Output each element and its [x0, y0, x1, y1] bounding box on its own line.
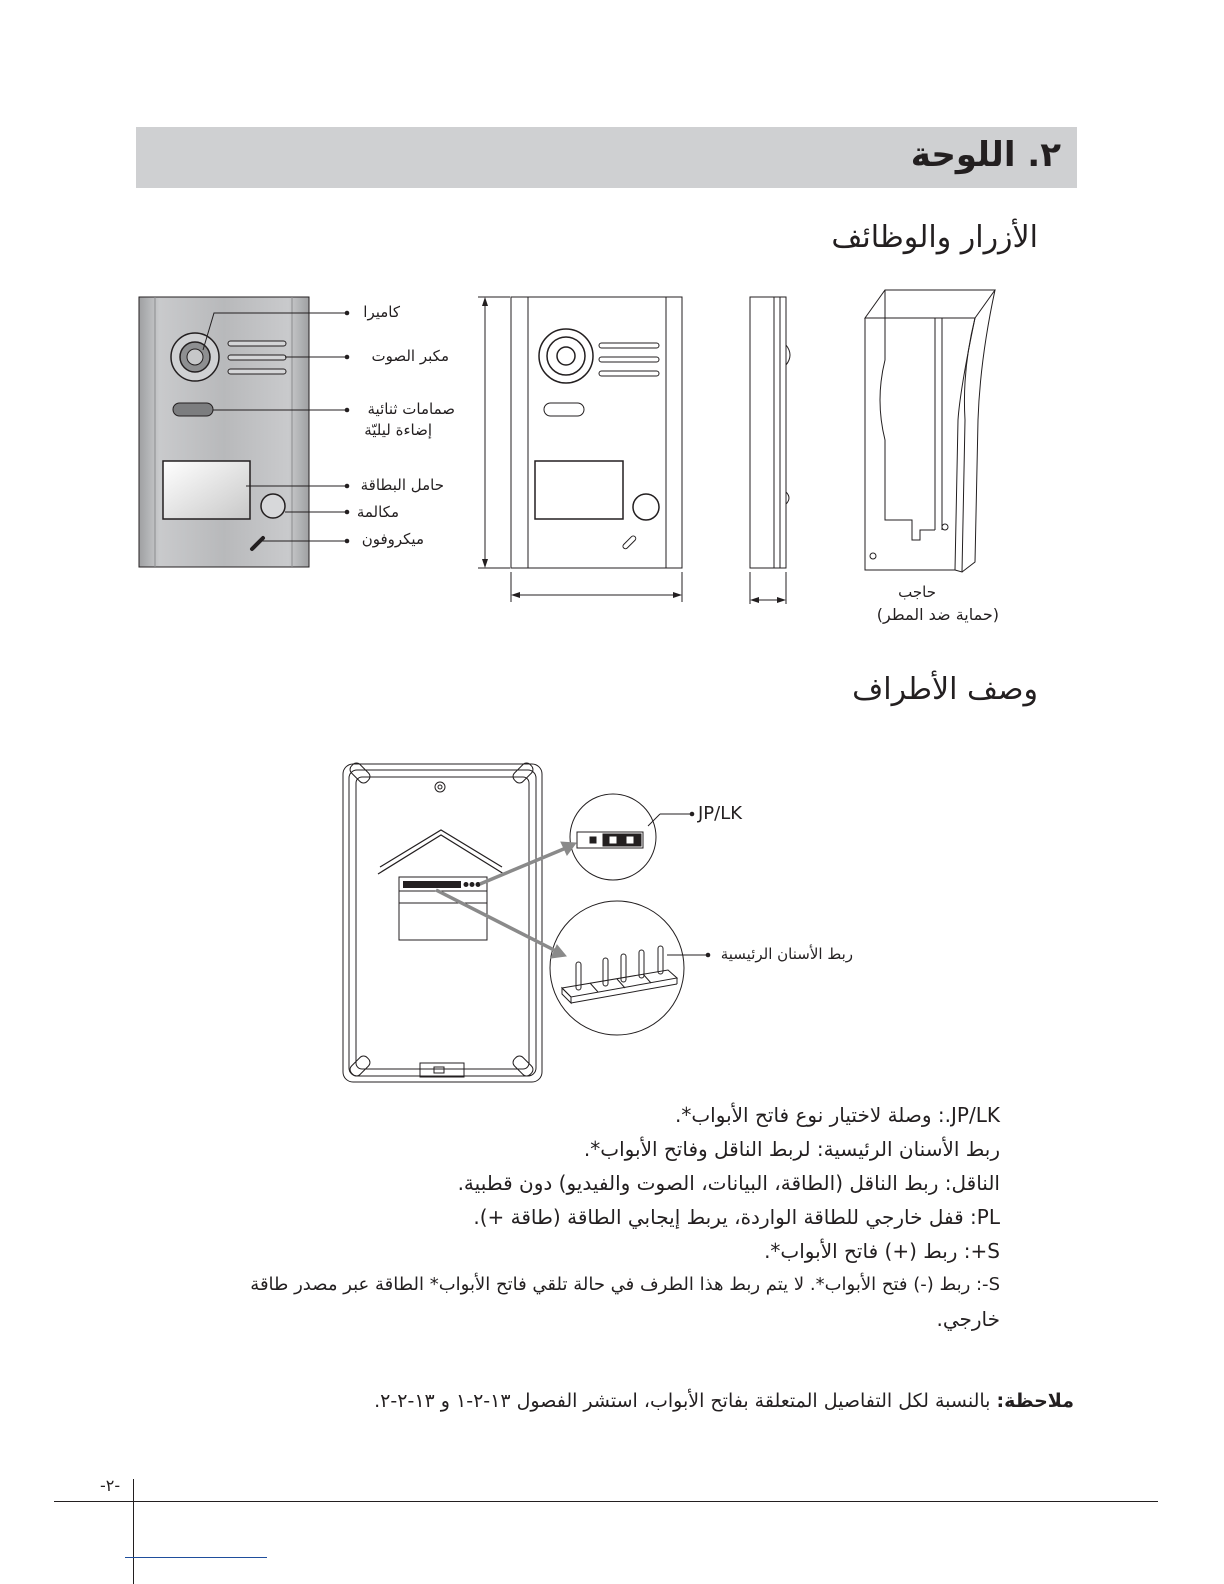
jumper-label: JP/LK — [698, 803, 743, 824]
call-button-label: مكالمة — [356, 503, 399, 521]
name-plate-label: حامل البطاقة — [360, 476, 444, 494]
desc-jumper: JP/LK.: وصلة لاختيار نوع فاتح الأبواب*. — [675, 1103, 1000, 1127]
desc-pl: PL: قفل خارجي للطاقة الواردة، يربط إيجابي الطاقة (طاقة +). — [473, 1205, 1000, 1229]
buttons-heading: الأزرار والوظائف — [831, 220, 1038, 255]
note — [374, 1390, 1074, 1412]
desc-bus: الناقل: ربط الناقل (الطاقة، البيانات، الصوت والفيديو) دون قطبية. — [457, 1171, 1000, 1195]
desc-s-minus: S-: ربط (-) فتح الأبواب*. لا يتم ربط هذا الطرف في حالة تلقي فاتح الأبواب* الطاقة عبر مصدر طاقة — [250, 1274, 1000, 1295]
terminals-label: ربط الأسنان الرئيسية — [720, 945, 853, 963]
footer-vertical-rule — [133, 1479, 134, 1584]
desc-s-plus: S+: ربط (+) فاتح الأبواب*. — [764, 1239, 1000, 1263]
terminals-heading: وصف الأطراف — [852, 672, 1038, 707]
desc-main-terminals: ربط الأسنان الرئيسية: لربط الناقل وفاتح الأبواب*. — [583, 1137, 1000, 1161]
camera-label: كاميرا — [363, 303, 400, 321]
led-label-line1: صمامات ثنائية — [367, 400, 455, 418]
footer-blue-rule — [125, 1557, 267, 1558]
hood-label-line1: حاجب — [898, 583, 936, 601]
note-text: بالنسبة لكل التفاصيل المتعلقة بفاتح الأبواب، استشر الفصول ١٣-٢-١ و ١٣-٢-٢. — [374, 1390, 997, 1412]
hood-label-line2: (حماية ضد المطر) — [876, 605, 999, 624]
microphone-label: ميكروفون — [361, 530, 424, 548]
desc-s-minus-cont: خارجي. — [936, 1307, 1000, 1331]
page-number: -٢- — [100, 1476, 121, 1495]
footer-rule — [54, 1501, 1158, 1502]
note-label: ملاحظة: — [996, 1390, 1074, 1412]
led-label-line2: إضاءة ليليّة — [364, 421, 432, 439]
section-title: ٢. اللوحة — [910, 135, 1061, 175]
speaker-label: مكبر الصوت — [371, 347, 449, 365]
